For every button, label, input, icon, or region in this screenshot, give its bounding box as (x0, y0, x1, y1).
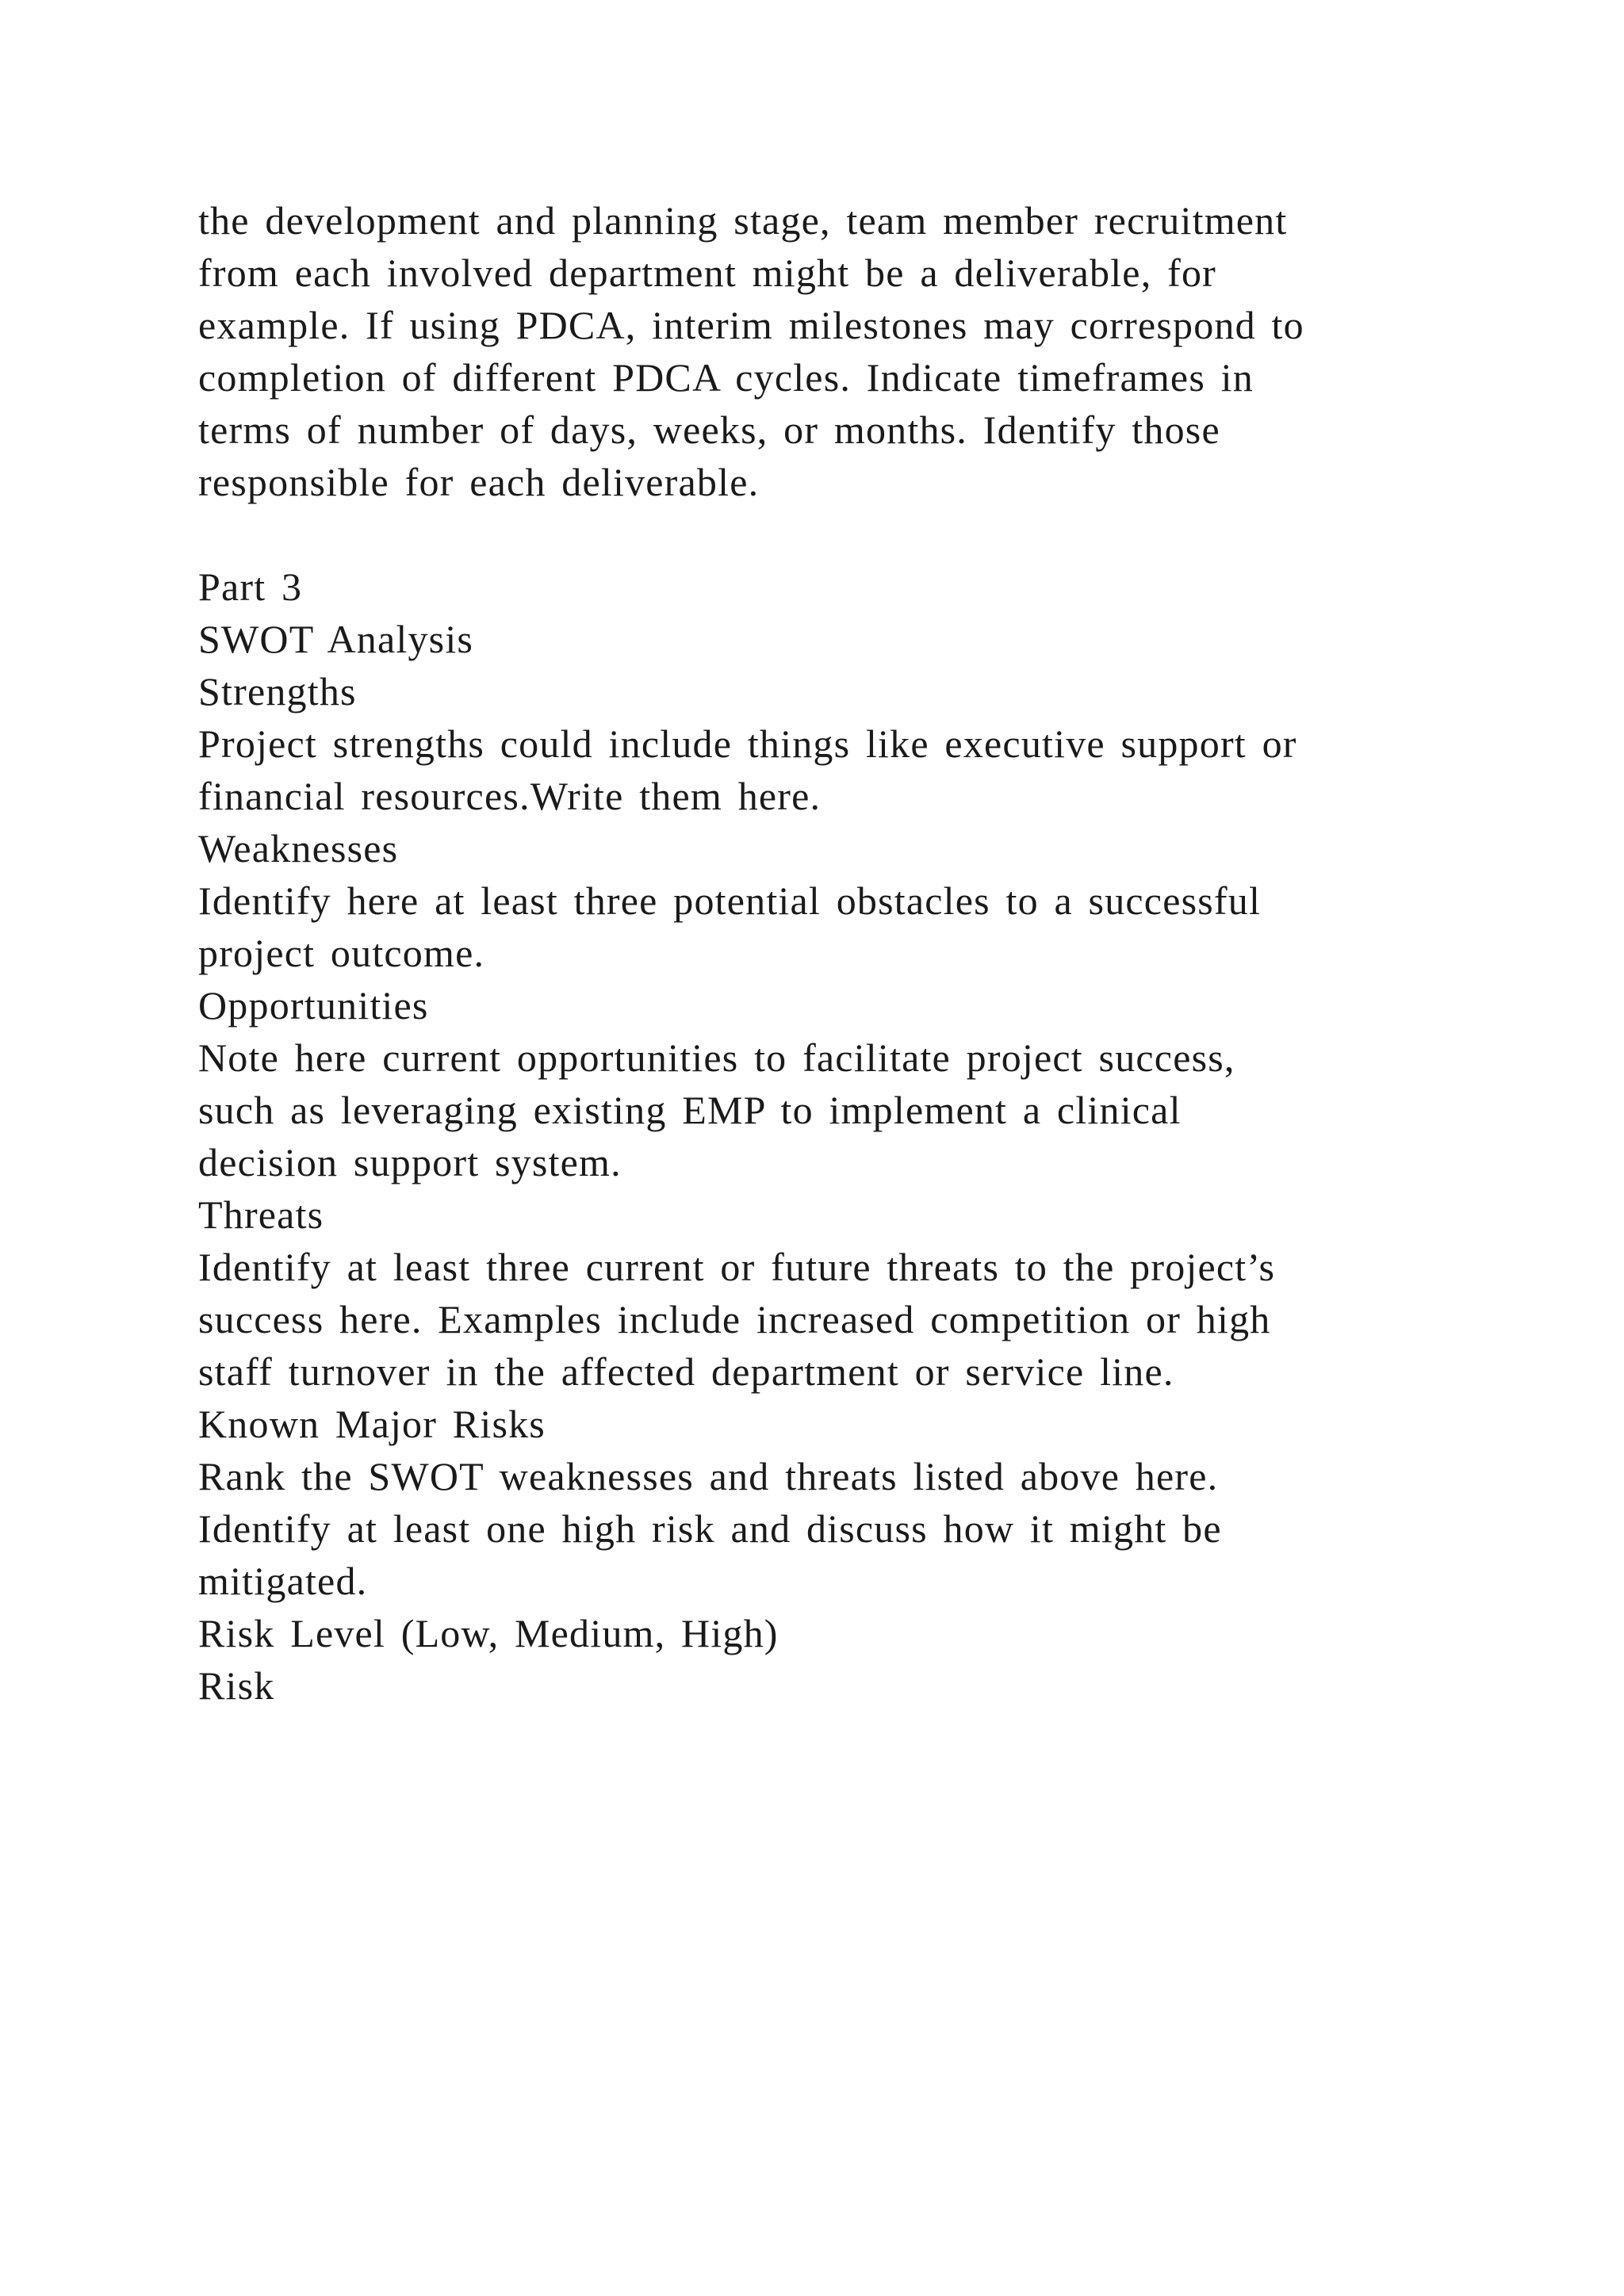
heading-weaknesses: Weaknesses (198, 826, 399, 871)
document-body (198, 194, 1483, 1712)
text-line: Project strengths could include things like executive support or (198, 721, 1297, 766)
text-line: financial resources.Write them here. (198, 774, 822, 818)
section-heading-part: Part 3 (198, 564, 303, 609)
text-line: completion of different PDCA cycles. Indicate timeframes in (198, 355, 1254, 400)
heading-threats: Threats (198, 1192, 324, 1237)
text-line: Identify here at least three potential obstacles to a successful (198, 878, 1262, 923)
text-line: decision support system. (198, 1140, 622, 1184)
heading-risk: Risk (198, 1663, 275, 1708)
heading-strengths: Strengths (198, 669, 357, 714)
heading-known-major-risks: Known Major Risks (198, 1402, 546, 1446)
blank-line (198, 508, 1483, 561)
text-line: staff turnover in the affected department or service line. (198, 1349, 1174, 1394)
text-line: responsible for each deliverable. (198, 460, 760, 504)
text-line: Note here current opportunities to facilitate project success, (198, 1035, 1235, 1080)
text-line: the development and planning stage, team member recruitment (198, 198, 1288, 243)
text-line: success here. Examples include increased competition or high (198, 1297, 1271, 1341)
text-line: Identify at least one high risk and discuss how it might be (198, 1506, 1222, 1551)
text-line: from each involved department might be a deliverable, for (198, 251, 1217, 295)
text-line: terms of number of days, weeks, or months. Identify those (198, 408, 1220, 452)
text-line: mitigated. (198, 1559, 368, 1603)
text-line: example. If using PDCA, interim milestones may correspond to (198, 303, 1304, 347)
heading-opportunities: Opportunities (198, 983, 429, 1027)
text-line: Identify at least three current or future threats to the project’s (198, 1245, 1276, 1289)
text-line: Rank the SWOT weaknesses and threats listed above here. (198, 1454, 1219, 1498)
text-line: project outcome. (198, 931, 485, 975)
heading-risk-level: Risk Level (Low, Medium, High) (198, 1611, 779, 1655)
section-heading-swot: SWOT Analysis (198, 617, 474, 661)
text-line: such as leveraging existing EMP to implement a clinical (198, 1088, 1182, 1132)
